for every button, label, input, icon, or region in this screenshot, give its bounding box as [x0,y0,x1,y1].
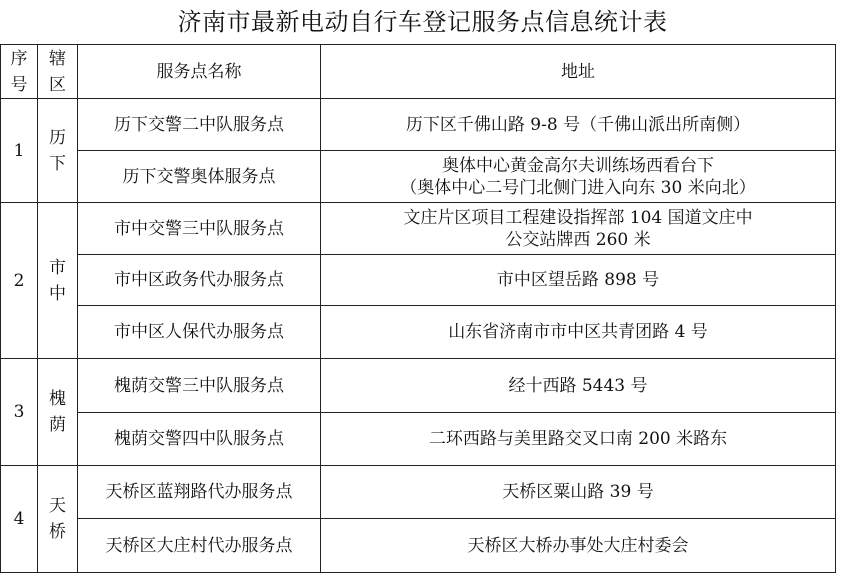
service-point-address: 市中区望岳路 898 号 [321,255,836,306]
service-point-address: 文庄片区项目工程建设指挥部 104 国道文庄中 公交站牌西 260 米 [321,203,836,255]
service-point-name: 历下交警二中队服务点 [78,99,321,151]
table-row [1,99,836,151]
header-name: 服务点名称 [78,45,321,99]
service-point-name: 天桥区蓝翔路代办服务点 [78,466,321,519]
district-cell: 市中 [38,203,78,359]
service-point-name: 槐荫交警三中队服务点 [78,359,321,413]
table-row [1,519,836,573]
district-cell: 天桥 [38,466,78,573]
header-address: 地址 [321,45,836,99]
service-point-address: 天桥区大桥办事处大庄村委会 [321,519,836,573]
table-row [1,466,836,519]
service-point-name: 市中区人保代办服务点 [78,306,321,359]
table-row [1,151,836,203]
service-point-address: 二环西路与美里路交叉口南 200 米路东 [321,413,836,466]
table-row [1,359,836,413]
row-number: 3 [1,359,38,466]
service-point-address: 天桥区粟山路 39 号 [321,466,836,519]
header-no: 序号 [1,45,38,99]
row-number: 1 [1,99,38,203]
table-row [1,413,836,466]
service-point-address: 奥体中心黄金高尔夫训练场西看台下 （奥体中心二号门北侧门进入向东 30 米向北） [321,151,836,203]
service-points-table [0,44,836,573]
row-number: 4 [1,466,38,573]
page-title: 济南市最新电动自行车登记服务点信息统计表 [177,8,668,36]
header-district: 辖区 [38,45,78,99]
table-row [1,306,836,359]
service-point-name: 槐荫交警四中队服务点 [78,413,321,466]
service-point-name: 市中交警三中队服务点 [78,203,321,255]
table-row [1,203,836,255]
table-header-row [1,45,836,99]
service-point-name: 天桥区大庄村代办服务点 [78,519,321,573]
service-point-address: 经十西路 5443 号 [321,359,836,413]
table-row [1,255,836,306]
service-point-address: 历下区千佛山路 9-8 号（千佛山派出所南侧） [321,99,836,151]
service-point-address: 山东省济南市市中区共青团路 4 号 [321,306,836,359]
district-cell: 历下 [38,99,78,203]
service-point-name: 历下交警奥体服务点 [78,151,321,203]
district-cell: 槐荫 [38,359,78,466]
row-number: 2 [1,203,38,359]
service-point-name: 市中区政务代办服务点 [78,255,321,306]
